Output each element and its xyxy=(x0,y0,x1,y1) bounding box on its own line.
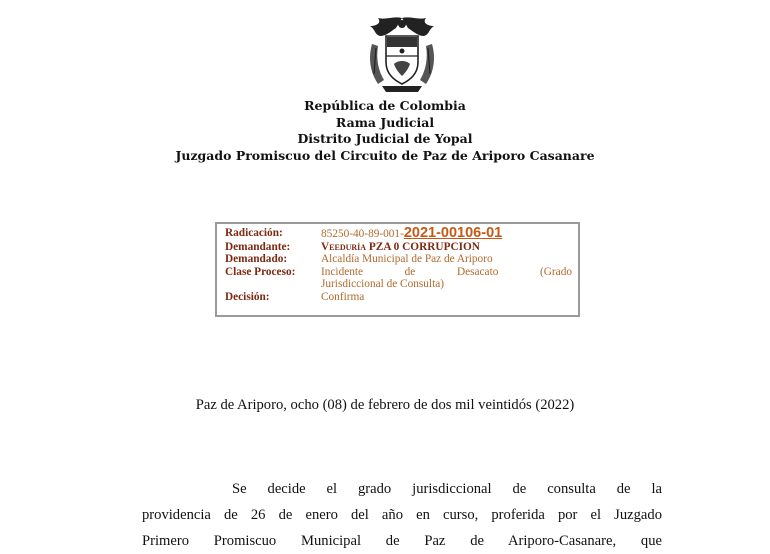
radicacion-number: 2021-00106-01 xyxy=(403,225,503,241)
body-line-1: Se decide el grado jurisdiccional de consulta de la xyxy=(232,481,662,497)
radicacion-label: Radicación: xyxy=(225,227,283,239)
clase-proceso-line2: Jurisdiccional de Consulta) xyxy=(321,278,444,291)
colombia-coat-of-arms-icon xyxy=(364,14,440,96)
body-line-2: providencia de 26 de enero del año en curso, proferida por el Juzgado xyxy=(142,507,662,523)
radicacion-prefix: 85250-40-89-001- xyxy=(321,228,404,240)
body-paragraph xyxy=(142,476,662,554)
case-info-box xyxy=(215,222,580,317)
header-branch: Rama Judicial xyxy=(335,114,435,130)
demandante-value: Veeduría PZA 0 CORRUPCION xyxy=(321,240,480,253)
demandado-value: Alcaldía Municipal de Paz de Ariporo xyxy=(321,253,493,266)
radicacion-value xyxy=(321,227,572,241)
clase-proceso-label: Clase Proceso: xyxy=(225,265,296,278)
date-line: Paz de Ariporo, ocho (08) de febrero de dos mil veintidós (2022) xyxy=(195,397,575,413)
header-country: República de Colombia xyxy=(304,98,466,113)
clase-proceso-line1: Incidente de Desacato (Grado xyxy=(321,265,572,278)
decision-value: Confirma xyxy=(321,290,365,303)
radicacion-row xyxy=(225,227,572,241)
clase-proceso-value xyxy=(321,266,572,291)
header-district: Distrito Judicial de Yopal xyxy=(297,131,473,146)
demandado-row xyxy=(225,253,572,266)
demandante-row xyxy=(225,241,572,254)
body-line-3: Primero Promiscuo Municipal de Paz de Ariporo-Casanare, que xyxy=(142,533,662,549)
header-court: Juzgado Promiscuo del Circuito de Paz de Ariporo Casanare xyxy=(175,147,595,163)
demandado-label: Demandado: xyxy=(225,253,288,266)
decision-label: Decisión: xyxy=(225,290,270,303)
clase-proceso-row xyxy=(225,266,572,291)
decision-row xyxy=(225,291,572,304)
demandante-label: Demandante: xyxy=(225,240,291,253)
court-header xyxy=(0,98,770,164)
